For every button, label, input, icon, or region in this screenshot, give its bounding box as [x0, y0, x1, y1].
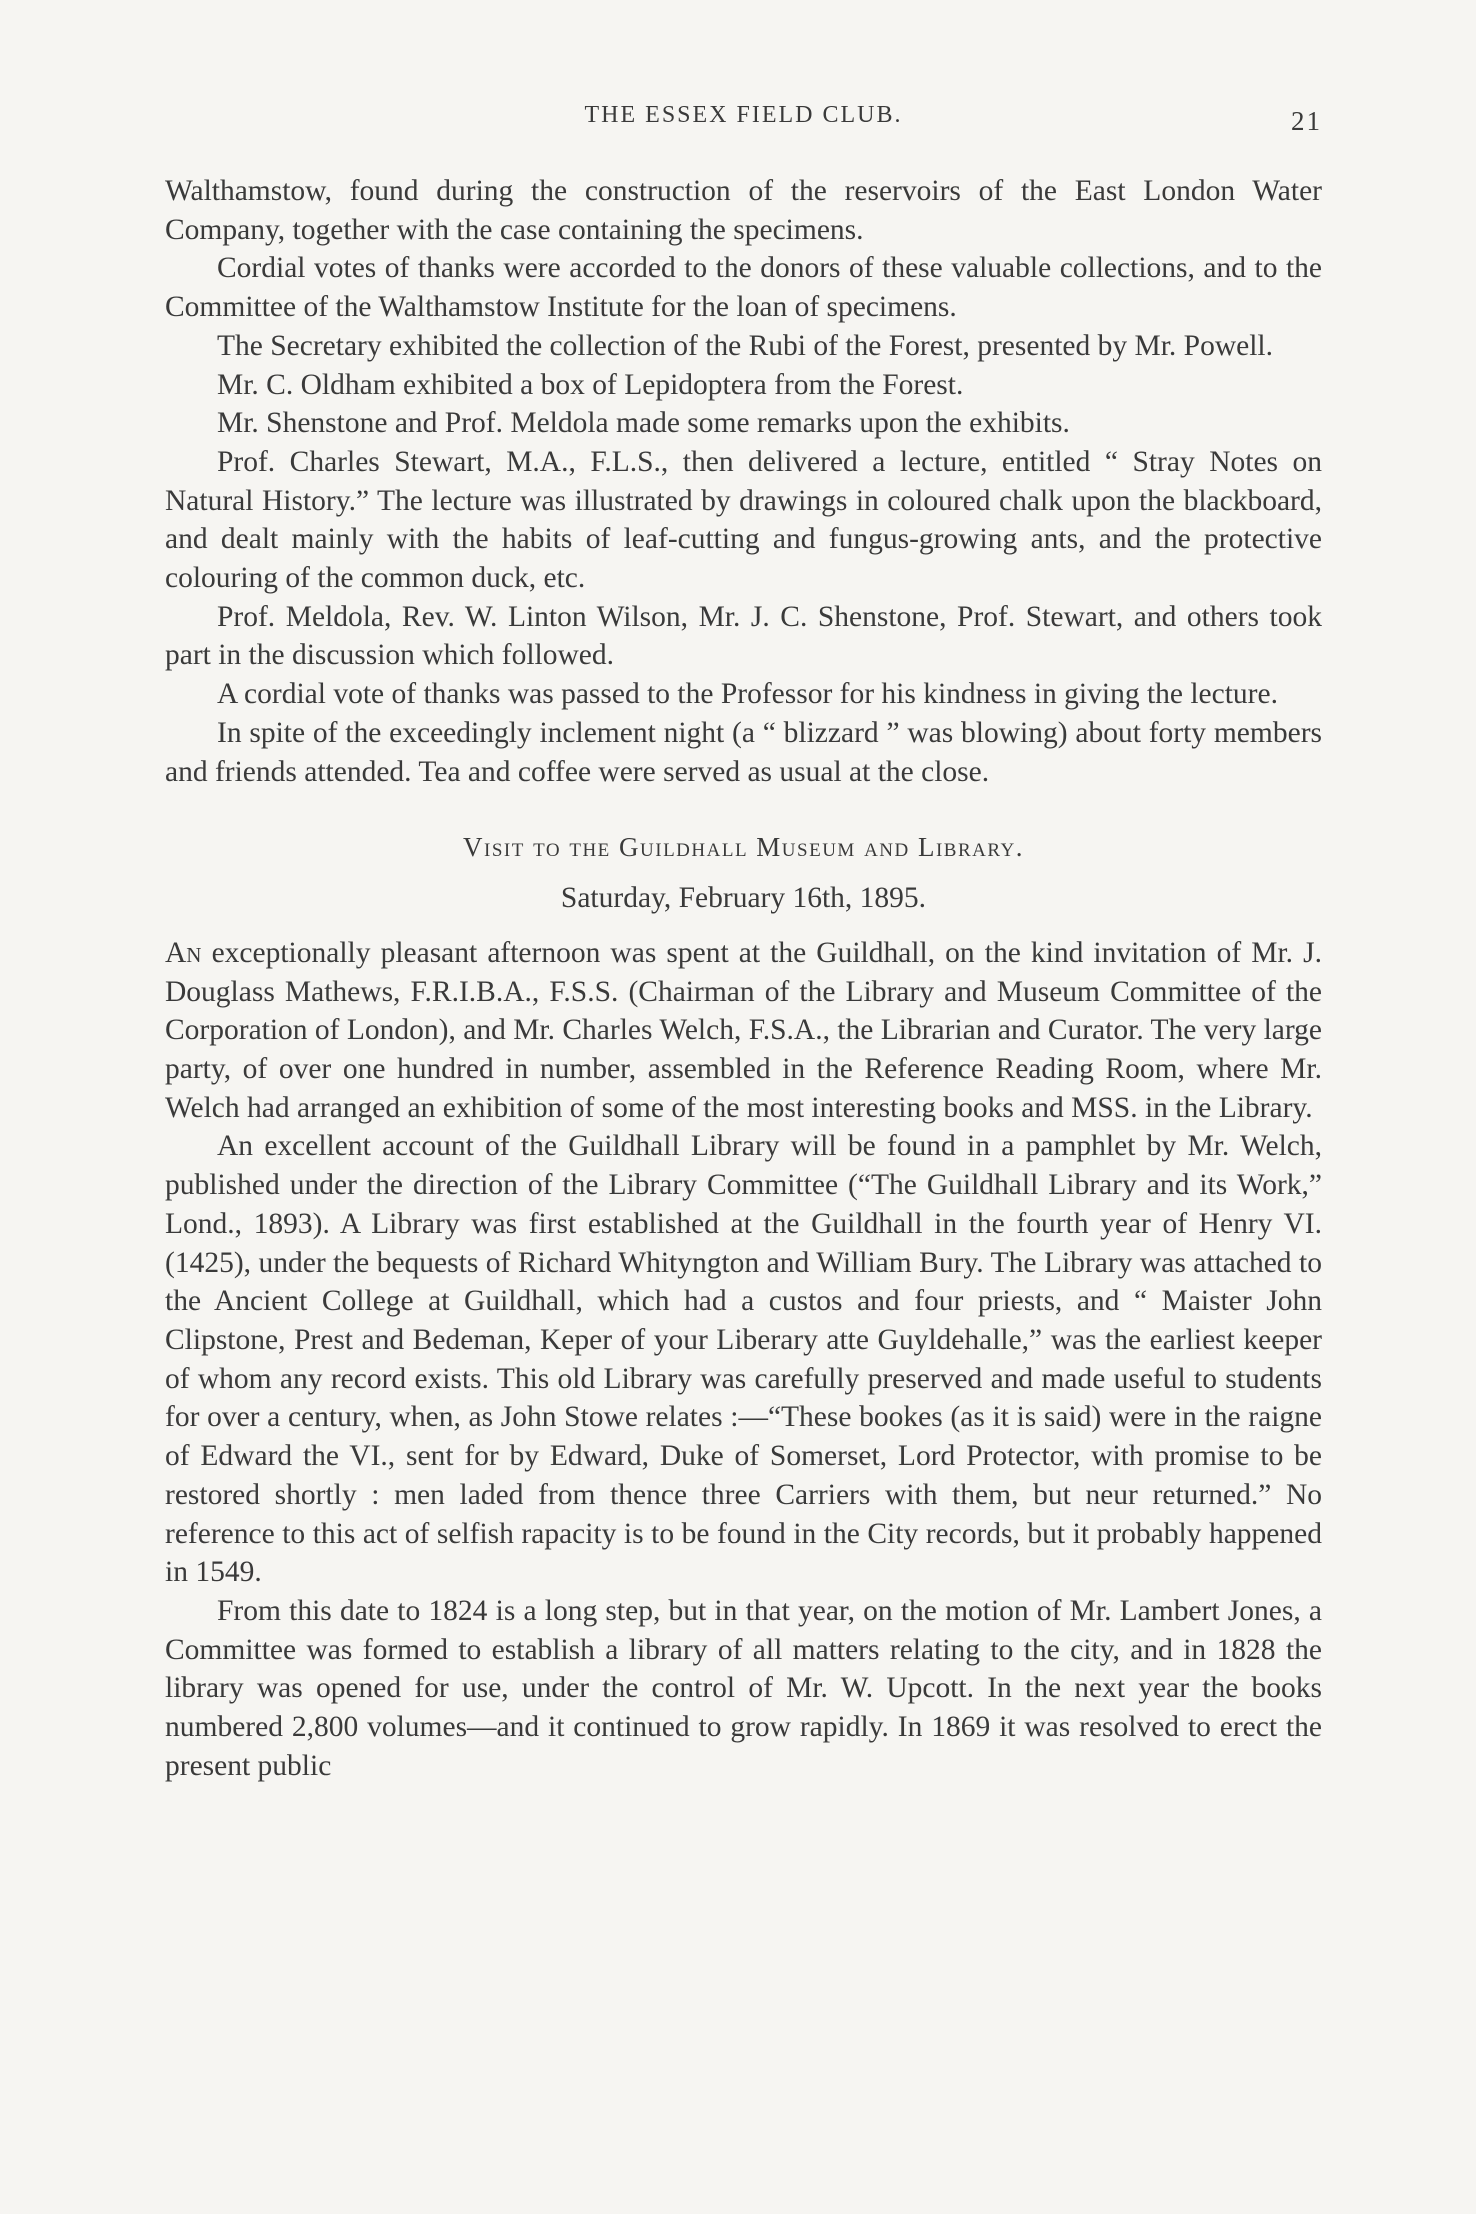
paragraph — [165, 934, 1322, 1128]
paragraph-lead: An — [165, 936, 202, 969]
paragraph: A cordial vote of thanks was passed to the Professor for his kindness in giving the lecture. — [217, 678, 1278, 711]
paragraph-text: exceptionally pleasant afternoon was spent at the Guildhall, on the kind invitation of Mr. J. Douglass Mathews, F.R.I.B.A., F.S.S. (Chairman of the Library and Museum Committee of the Corporation of London), and Mr. Charles Welch, F.S.A., the Librarian and Curator. The very large party, of over one hundred in number, assembled in the Reference Reading Room, where Mr. Welch had arranged an exhibition of some of the most interesting books and MSS. in the Library. — [165, 936, 1322, 1124]
paragraph: Mr. Shenstone and Prof. Meldola made some remarks upon the exhibits. — [217, 407, 1070, 440]
running-title: THE ESSEX FIELD CLUB. — [584, 102, 903, 128]
paragraph: Walthamstow, found during the construction of the reservoirs of the East London Water Company, together with the case containing the specimens. — [165, 175, 1322, 246]
page-number: 21 — [1291, 106, 1322, 136]
paragraph: Prof. Meldola, Rev. W. Linton Wilson, Mr. J. C. Shenstone, Prof. Stewart, and others took part in the discussion which followed. — [165, 600, 1322, 672]
paragraph: In spite of the exceedingly inclement night (a “ blizzard ” was blowing) about forty members and friends attended. Tea and coffee were served as usual at the close. — [165, 716, 1322, 788]
paragraph: Mr. C. Oldham exhibited a box of Lepidoptera from the Forest. — [217, 368, 964, 401]
page-body — [165, 172, 1322, 1785]
paragraph: Cordial votes of thanks were accorded to the donors of these valuable collections, and to the Committee of the Walthamstow Institute for the loan of specimens. — [165, 252, 1322, 324]
paragraph: Prof. Charles Stewart, M.A., F.L.S., then delivered a lecture, entitled “ Stray Notes on Natural History.” The lecture was illustrated by drawings in coloured chalk upon the blackboard, and dealt mainly with the habits of leaf-cutting and fungus-growing ants, and the protective colouring of the common duck, etc. — [165, 445, 1322, 595]
paragraph: The Secretary exhibited the collection of the Rubi of the Forest, presented by Mr. Powell. — [217, 329, 1273, 362]
section-date: Saturday, February 16th, 1895. — [560, 882, 927, 915]
section-title: Visit to the Guildhall Museum and Library. — [463, 832, 1024, 863]
paragraph: An excellent account of the Guildhall Library will be found in a pamphlet by Mr. Welch, published under the direction of the Library Committee (“The Guildhall Library and its Work,” Lond., 1893). A Library was first established at the Guildhall in the fourth year of Henry VI. (1425), under the bequests of Richard Whityngton and William Bury. The Library was attached to the Ancient College at Guildhall, which had a custos and four priests, and “ Maister John Clipstone, Prest and Bedeman, Keper of your Liberary atte Guyldehalle,” was the earliest keeper of whom any record exists. This old Library was carefully preserved and made useful to students for over a century, when, as John Stowe relates :—“These bookes (as it is said) were in the raigne of Edward the VI., sent for by Edward, Duke of Somerset, Lord Protector, with promise to be restored shortly : men laded from thence three Carriers with them, but neur returned.” No reference to this act of selfish rapacity is to be found in the City records, but it probably happened in 1549. — [165, 1130, 1322, 1589]
paragraph: From this date to 1824 is a long step, but in that year, on the motion of Mr. Lambert Jones, a Committee was formed to establish a library of all matters relating to the city, and in 1828 the library was opened for use, under the control of Mr. W. Upcott. In the next year the books numbered 2,800 volumes—and it continued to grow rapidly. In 1869 it was resolved to erect the present public — [165, 1594, 1322, 1782]
page-header — [165, 102, 1322, 142]
